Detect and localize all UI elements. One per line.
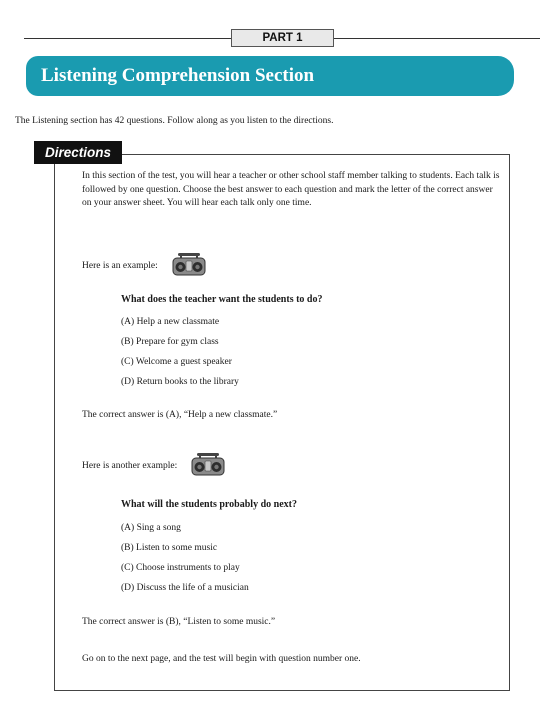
list-item: (D) Return books to the library	[121, 377, 239, 387]
directions-instructions: In this section of the test, you will hear a teacher or other school staff member talking to students. Each talk is followed by one question. Choose the best answer to each question and mark the letter of the correct answer on your answer sheet. You will hear each talk only one time.	[82, 171, 500, 208]
example-1-label: Here is an example:	[82, 261, 158, 271]
example-2-label: Here is another example:	[82, 461, 178, 471]
list-item: (B) Listen to some music	[121, 543, 218, 553]
list-item: (C) Welcome a guest speaker	[121, 357, 232, 367]
directions-tab: Directions	[34, 141, 122, 164]
list-item: (C) Choose instruments to play	[121, 563, 240, 573]
section-banner	[26, 56, 514, 96]
example-2-question: What will the students probably do next?	[121, 499, 297, 510]
intro-text: The Listening section has 42 questions. Follow along as you listen to the directions.	[15, 116, 334, 126]
example-1-row	[82, 252, 206, 280]
boombox-icon	[191, 452, 225, 480]
example-1-answer: The correct answer is (A), “Help a new classmate.”	[82, 410, 278, 420]
example-2-answer: The correct answer is (B), “Listen to some music.”	[82, 617, 276, 627]
example-2-row	[82, 452, 225, 480]
list-item: (A) Help a new classmate	[121, 317, 220, 327]
list-item: (D) Discuss the life of a musician	[121, 583, 249, 593]
boombox-icon	[172, 252, 206, 280]
example-1-question: What does the teacher want the students to do?	[121, 294, 323, 305]
list-item: (B) Prepare for gym class	[121, 337, 219, 347]
example-2-options	[121, 522, 249, 602]
directions-box	[54, 154, 510, 691]
list-item: (A) Sing a song	[121, 523, 181, 533]
closing-text: Go on to the next page, and the test will begin with question number one.	[82, 654, 361, 664]
part-label: PART 1	[231, 29, 334, 47]
section-title: Listening Comprehension Section	[41, 65, 315, 86]
example-1-options	[121, 316, 239, 396]
